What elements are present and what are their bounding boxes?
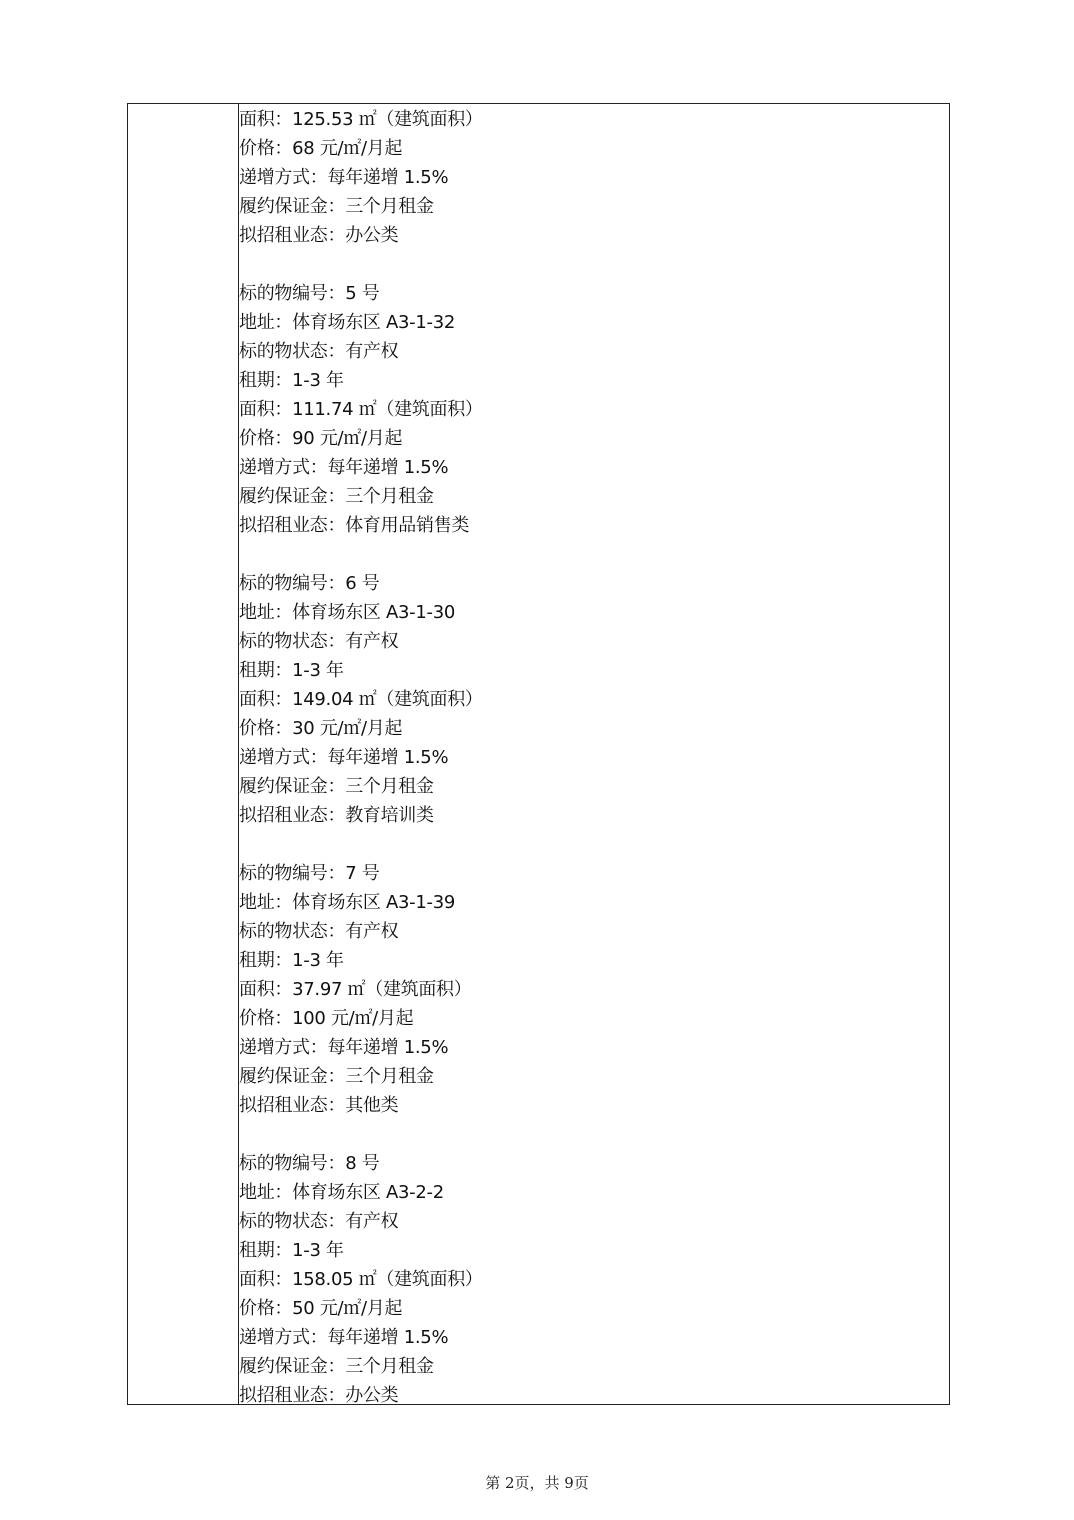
text-line: 地址：体育场东区 A3-1-39 [239,892,456,913]
text-line: 标的物编号：6 号 [239,573,380,594]
text-line: 地址：体育场东区 A3-1-30 [239,602,456,623]
blank-line [239,250,949,279]
text-line: 价格：50 元/㎡/月起 [239,1298,403,1319]
text-line: 标的物状态：有产权 [239,921,399,942]
text-line: 递增方式：每年递增 1.5% [239,457,449,478]
text-line: 租期：1-3 年 [239,1240,344,1261]
text-line: 价格：100 元/㎡/月起 [239,1008,414,1029]
text-line: 面积：125.53 ㎡（建筑面积） [239,109,483,130]
blank-line [239,830,949,859]
text-line: 租期：1-3 年 [239,370,344,391]
text-line: 拟招租业态：办公类 [239,225,399,246]
text-line: 递增方式：每年递增 1.5% [239,167,449,188]
text-line: 租期：1-3 年 [239,660,344,681]
text-line: 标的物编号：5 号 [239,283,380,304]
text-line: 拟招租业态：教育培训类 [239,805,434,826]
text-line: 履约保证金：三个月租金 [239,1066,434,1087]
text-line: 地址：体育场东区 A3-2-2 [239,1182,444,1203]
text-line: 履约保证金：三个月租金 [239,486,434,507]
text-line: 标的物状态：有产权 [239,341,399,362]
text-line: 拟招租业态：体育用品销售类 [239,515,470,536]
text-line: 拟招租业态：其他类 [239,1095,399,1116]
text-line: 价格：68 元/㎡/月起 [239,138,403,159]
text-line: 标的物状态：有产权 [239,1211,399,1232]
text-line: 面积：149.04 ㎡（建筑面积） [239,689,483,710]
text-line: 履约保证金：三个月租金 [239,196,434,217]
text-line: 递增方式：每年递增 1.5% [239,1037,449,1058]
text-line: 履约保证金：三个月租金 [239,776,434,797]
text-line: 标的物编号：8 号 [239,1153,380,1174]
blank-line [239,1120,949,1149]
text-line: 价格：90 元/㎡/月起 [239,428,403,449]
table-content-cell [239,105,949,1410]
text-line: 价格：30 元/㎡/月起 [239,718,403,739]
table-label-cell [128,104,239,1404]
listing-table [127,103,950,1405]
text-line: 标的物状态：有产权 [239,631,399,652]
text-line: 标的物编号：7 号 [239,863,380,884]
text-line: 面积：158.05 ㎡（建筑面积） [239,1269,483,1290]
text-line: 递增方式：每年递增 1.5% [239,747,449,768]
text-line: 租期：1-3 年 [239,950,344,971]
text-line: 面积：37.97 ㎡（建筑面积） [239,979,472,1000]
page-footer: 第 2页，共 9页 [485,1474,589,1492]
text-line: 递增方式：每年递增 1.5% [239,1327,449,1348]
text-line: 履约保证金：三个月租金 [239,1356,434,1377]
blank-line [239,540,949,569]
text-line: 地址：体育场东区 A3-1-32 [239,312,456,333]
text-line: 拟招租业态：办公类 [239,1385,399,1406]
text-line: 面积：111.74 ㎡（建筑面积） [239,399,483,420]
